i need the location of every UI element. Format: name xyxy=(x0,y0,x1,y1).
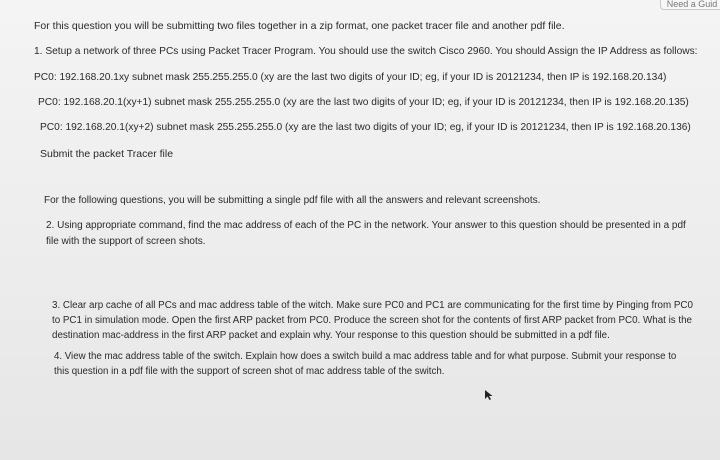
q1-line: 1. Setup a network of three PCs using Packet Tracer Program. You should use the switch Cisco 2960. You should Assign the IP Address as follows: xyxy=(34,46,698,57)
q3-line3: destination mac-address in the first ARP packet and explain why. Your response to this question should be submitted in a pdf file. xyxy=(52,330,610,341)
intro-text: For this question you will be submitting two files together in a zip format, one packet tracer file and another pdf file. xyxy=(34,20,565,32)
mouse-cursor-icon xyxy=(485,390,493,400)
q1-pc0-a: PC0: 192.168.20.1xy subnet mask 255.255.255.0 (xy are the last two digits of your ID; eg, if your ID is 20121234, then IP is 192.168.20.134) xyxy=(34,72,667,83)
corner-badge: Need a Guid xyxy=(660,0,720,10)
q1-pc0-c: PC0: 192.168.20.1(xy+2) subnet mask 255.255.255.0 (xy are the last two digits of your ID; eg, if your ID is 20121234, then IP is 192.168.20.136) xyxy=(40,122,691,133)
following-text: For the following questions, you will be submitting a single pdf file with all the answers and relevant screenshots. xyxy=(44,195,541,206)
q3-line1: 3. Clear arp cache of all PCs and mac address table of the witch. Make sure PC0 and PC1 are communicating for the first time by Pinging from PC0 xyxy=(52,300,693,311)
q4-line2: this question in a pdf file with the support of screen shot of mac address table of the switch. xyxy=(54,366,445,377)
q2-line2: file with the support of screen shots. xyxy=(46,236,206,247)
q4-line1: 4. View the mac address table of the switch. Explain how does a switch build a mac address table and for what purpose. Submit your response to xyxy=(54,351,677,362)
q2-line1: 2. Using appropriate command, find the mac address of each of the PC in the network. Your answer to this question should be presented in a pdf xyxy=(46,220,686,231)
q1-pc0-b: PC0: 192.168.20.1(xy+1) subnet mask 255.255.255.0 (xy are the last two digits of your ID; eg, if your ID is 20121234, then IP is 192.168.20.135) xyxy=(38,97,689,108)
q3-line2: to PC1 in simulation mode. Open the first ARP packet from PC0. Produce the screen shot for the contents of first ARP packet from PC0. What is the xyxy=(52,315,693,326)
q1-submit: Submit the packet Tracer file xyxy=(40,148,174,160)
